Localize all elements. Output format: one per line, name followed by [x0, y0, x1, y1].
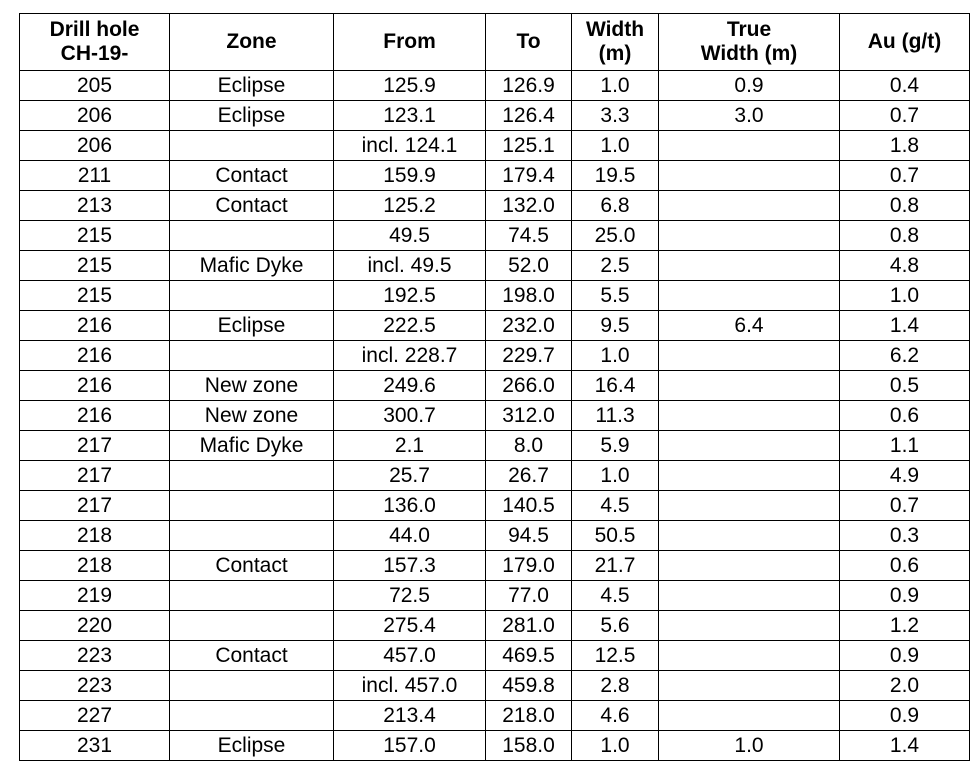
drill-results-table	[19, 13, 970, 761]
true-width-cell: 6.4	[659, 311, 840, 341]
from-cell: 49.5	[334, 221, 486, 251]
table-row	[20, 281, 970, 311]
au-cell: 0.3	[840, 521, 970, 551]
header-true-width	[659, 14, 840, 71]
width-cell: 5.6	[572, 611, 659, 641]
drill-hole-cell: 218	[20, 551, 170, 581]
zone-cell: Mafic Dyke	[170, 251, 334, 281]
zone-cell	[170, 461, 334, 491]
drill-hole-cell: 216	[20, 311, 170, 341]
zone-cell	[170, 611, 334, 641]
true-width-cell	[659, 281, 840, 311]
drill-hole-cell: 216	[20, 371, 170, 401]
to-cell: 232.0	[486, 311, 572, 341]
drill-hole-cell: 206	[20, 101, 170, 131]
true-width-cell	[659, 611, 840, 641]
au-cell: 0.7	[840, 101, 970, 131]
drill-hole-cell: 206	[20, 131, 170, 161]
au-cell: 2.0	[840, 671, 970, 701]
au-cell: 0.8	[840, 191, 970, 221]
width-cell: 5.5	[572, 281, 659, 311]
from-cell: incl. 457.0	[334, 671, 486, 701]
zone-cell: Contact	[170, 191, 334, 221]
to-cell: 179.4	[486, 161, 572, 191]
to-cell: 132.0	[486, 191, 572, 221]
table-row	[20, 71, 970, 101]
au-cell: 1.4	[840, 311, 970, 341]
width-cell: 1.0	[572, 461, 659, 491]
width-cell: 11.3	[572, 401, 659, 431]
zone-cell	[170, 581, 334, 611]
width-cell: 1.0	[572, 71, 659, 101]
from-cell: 125.2	[334, 191, 486, 221]
zone-cell	[170, 521, 334, 551]
table-body	[20, 71, 970, 761]
width-cell: 1.0	[572, 731, 659, 761]
width-cell: 1.0	[572, 131, 659, 161]
drill-hole-cell: 220	[20, 611, 170, 641]
drill-hole-cell: 227	[20, 701, 170, 731]
table-row	[20, 431, 970, 461]
from-cell: 213.4	[334, 701, 486, 731]
true-width-cell	[659, 191, 840, 221]
header-true-width-line-2: Width (m)	[700, 42, 798, 65]
drill-hole-cell: 216	[20, 341, 170, 371]
table-row	[20, 641, 970, 671]
to-cell: 179.0	[486, 551, 572, 581]
to-cell: 74.5	[486, 221, 572, 251]
from-cell: incl. 228.7	[334, 341, 486, 371]
table-row	[20, 311, 970, 341]
true-width-cell	[659, 371, 840, 401]
au-cell: 0.7	[840, 491, 970, 521]
table-row	[20, 341, 970, 371]
header-drill-hole	[20, 14, 170, 71]
au-cell: 0.9	[840, 701, 970, 731]
zone-cell: Contact	[170, 551, 334, 581]
true-width-cell	[659, 341, 840, 371]
au-cell: 1.4	[840, 731, 970, 761]
header-to	[486, 14, 572, 71]
true-width-cell	[659, 701, 840, 731]
header-zone	[170, 14, 334, 71]
width-cell: 1.0	[572, 341, 659, 371]
to-cell: 94.5	[486, 521, 572, 551]
drill-hole-cell: 223	[20, 641, 170, 671]
header-width-line-2: (m)	[598, 42, 632, 65]
true-width-cell	[659, 581, 840, 611]
to-cell: 140.5	[486, 491, 572, 521]
au-cell: 0.9	[840, 581, 970, 611]
table-row	[20, 581, 970, 611]
au-cell: 1.0	[840, 281, 970, 311]
from-cell: 136.0	[334, 491, 486, 521]
au-cell: 6.2	[840, 341, 970, 371]
table-row	[20, 101, 970, 131]
width-cell: 21.7	[572, 551, 659, 581]
width-cell: 19.5	[572, 161, 659, 191]
au-cell: 0.8	[840, 221, 970, 251]
width-cell: 4.5	[572, 491, 659, 521]
from-cell: 2.1	[334, 431, 486, 461]
au-cell: 0.6	[840, 401, 970, 431]
table-row	[20, 671, 970, 701]
zone-cell	[170, 281, 334, 311]
from-cell: 192.5	[334, 281, 486, 311]
zone-cell: Eclipse	[170, 311, 334, 341]
true-width-cell	[659, 131, 840, 161]
to-cell: 126.4	[486, 101, 572, 131]
to-cell: 198.0	[486, 281, 572, 311]
width-cell: 4.5	[572, 581, 659, 611]
table-row	[20, 371, 970, 401]
table-row	[20, 461, 970, 491]
table-row	[20, 551, 970, 581]
drill-hole-cell: 219	[20, 581, 170, 611]
to-cell: 229.7	[486, 341, 572, 371]
width-cell: 2.8	[572, 671, 659, 701]
true-width-cell	[659, 161, 840, 191]
from-cell: 44.0	[334, 521, 486, 551]
drill-hole-cell: 217	[20, 491, 170, 521]
from-cell: 159.9	[334, 161, 486, 191]
to-cell: 469.5	[486, 641, 572, 671]
true-width-cell	[659, 401, 840, 431]
drill-hole-cell: 231	[20, 731, 170, 761]
zone-cell: Eclipse	[170, 731, 334, 761]
header-drill-hole-line-2: CH-19-	[60, 42, 129, 65]
au-cell: 1.1	[840, 431, 970, 461]
from-cell: 457.0	[334, 641, 486, 671]
header-true-width-line-1: True	[726, 18, 772, 41]
au-cell: 0.4	[840, 71, 970, 101]
true-width-cell	[659, 551, 840, 581]
drill-hole-cell: 223	[20, 671, 170, 701]
from-cell: 222.5	[334, 311, 486, 341]
to-cell: 218.0	[486, 701, 572, 731]
au-cell: 1.2	[840, 611, 970, 641]
header-au-label: Au (g/t)	[867, 30, 942, 53]
drill-hole-cell: 215	[20, 251, 170, 281]
width-cell: 2.5	[572, 251, 659, 281]
header-to-label: To	[516, 30, 541, 53]
zone-cell	[170, 341, 334, 371]
to-cell: 266.0	[486, 371, 572, 401]
table-row	[20, 491, 970, 521]
width-cell: 5.9	[572, 431, 659, 461]
true-width-cell	[659, 251, 840, 281]
zone-cell	[170, 491, 334, 521]
zone-cell: Contact	[170, 161, 334, 191]
zone-cell	[170, 671, 334, 701]
zone-cell: New zone	[170, 371, 334, 401]
width-cell: 3.3	[572, 101, 659, 131]
au-cell: 0.9	[840, 641, 970, 671]
from-cell: 157.0	[334, 731, 486, 761]
table-row	[20, 701, 970, 731]
table-row	[20, 161, 970, 191]
drill-hole-cell: 215	[20, 221, 170, 251]
from-cell: 249.6	[334, 371, 486, 401]
drill-hole-cell: 213	[20, 191, 170, 221]
to-cell: 126.9	[486, 71, 572, 101]
width-cell: 6.8	[572, 191, 659, 221]
to-cell: 26.7	[486, 461, 572, 491]
au-cell: 4.9	[840, 461, 970, 491]
table-row	[20, 251, 970, 281]
from-cell: 25.7	[334, 461, 486, 491]
au-cell: 4.8	[840, 251, 970, 281]
header-zone-label: Zone	[226, 30, 277, 53]
width-cell: 12.5	[572, 641, 659, 671]
from-cell: 157.3	[334, 551, 486, 581]
from-cell: 300.7	[334, 401, 486, 431]
drill-hole-cell: 217	[20, 431, 170, 461]
width-cell: 25.0	[572, 221, 659, 251]
from-cell: 72.5	[334, 581, 486, 611]
to-cell: 52.0	[486, 251, 572, 281]
width-cell: 16.4	[572, 371, 659, 401]
zone-cell: Contact	[170, 641, 334, 671]
from-cell: 275.4	[334, 611, 486, 641]
zone-cell: New zone	[170, 401, 334, 431]
true-width-cell	[659, 431, 840, 461]
from-cell: 125.9	[334, 71, 486, 101]
to-cell: 459.8	[486, 671, 572, 701]
table-row	[20, 521, 970, 551]
au-cell: 0.6	[840, 551, 970, 581]
header-from	[334, 14, 486, 71]
from-cell: incl. 124.1	[334, 131, 486, 161]
zone-cell	[170, 131, 334, 161]
to-cell: 77.0	[486, 581, 572, 611]
true-width-cell	[659, 491, 840, 521]
table-row	[20, 401, 970, 431]
drill-hole-cell: 215	[20, 281, 170, 311]
table-row	[20, 611, 970, 641]
table-header	[20, 14, 970, 71]
header-width-line-1: Width	[585, 18, 645, 41]
header-from-label: From	[383, 30, 436, 53]
zone-cell: Mafic Dyke	[170, 431, 334, 461]
au-cell: 0.5	[840, 371, 970, 401]
zone-cell	[170, 221, 334, 251]
zone-cell: Eclipse	[170, 101, 334, 131]
width-cell: 9.5	[572, 311, 659, 341]
to-cell: 312.0	[486, 401, 572, 431]
drill-hole-cell: 216	[20, 401, 170, 431]
table-row	[20, 191, 970, 221]
to-cell: 281.0	[486, 611, 572, 641]
to-cell: 8.0	[486, 431, 572, 461]
true-width-cell	[659, 641, 840, 671]
to-cell: 125.1	[486, 131, 572, 161]
true-width-cell: 3.0	[659, 101, 840, 131]
width-cell: 4.6	[572, 701, 659, 731]
drill-hole-cell: 218	[20, 521, 170, 551]
true-width-cell	[659, 221, 840, 251]
header-au	[840, 14, 970, 71]
header-row	[20, 14, 970, 71]
au-cell: 1.8	[840, 131, 970, 161]
au-cell: 0.7	[840, 161, 970, 191]
header-drill-hole-line-1: Drill hole	[49, 18, 140, 41]
zone-cell	[170, 701, 334, 731]
true-width-cell	[659, 461, 840, 491]
table-row	[20, 731, 970, 761]
drill-hole-cell: 205	[20, 71, 170, 101]
from-cell: incl. 49.5	[334, 251, 486, 281]
drill-hole-cell: 217	[20, 461, 170, 491]
true-width-cell: 1.0	[659, 731, 840, 761]
true-width-cell	[659, 521, 840, 551]
table-row	[20, 131, 970, 161]
table-row	[20, 221, 970, 251]
zone-cell: Eclipse	[170, 71, 334, 101]
width-cell: 50.5	[572, 521, 659, 551]
to-cell: 158.0	[486, 731, 572, 761]
header-width	[572, 14, 659, 71]
true-width-cell: 0.9	[659, 71, 840, 101]
true-width-cell	[659, 671, 840, 701]
drill-hole-cell: 211	[20, 161, 170, 191]
from-cell: 123.1	[334, 101, 486, 131]
